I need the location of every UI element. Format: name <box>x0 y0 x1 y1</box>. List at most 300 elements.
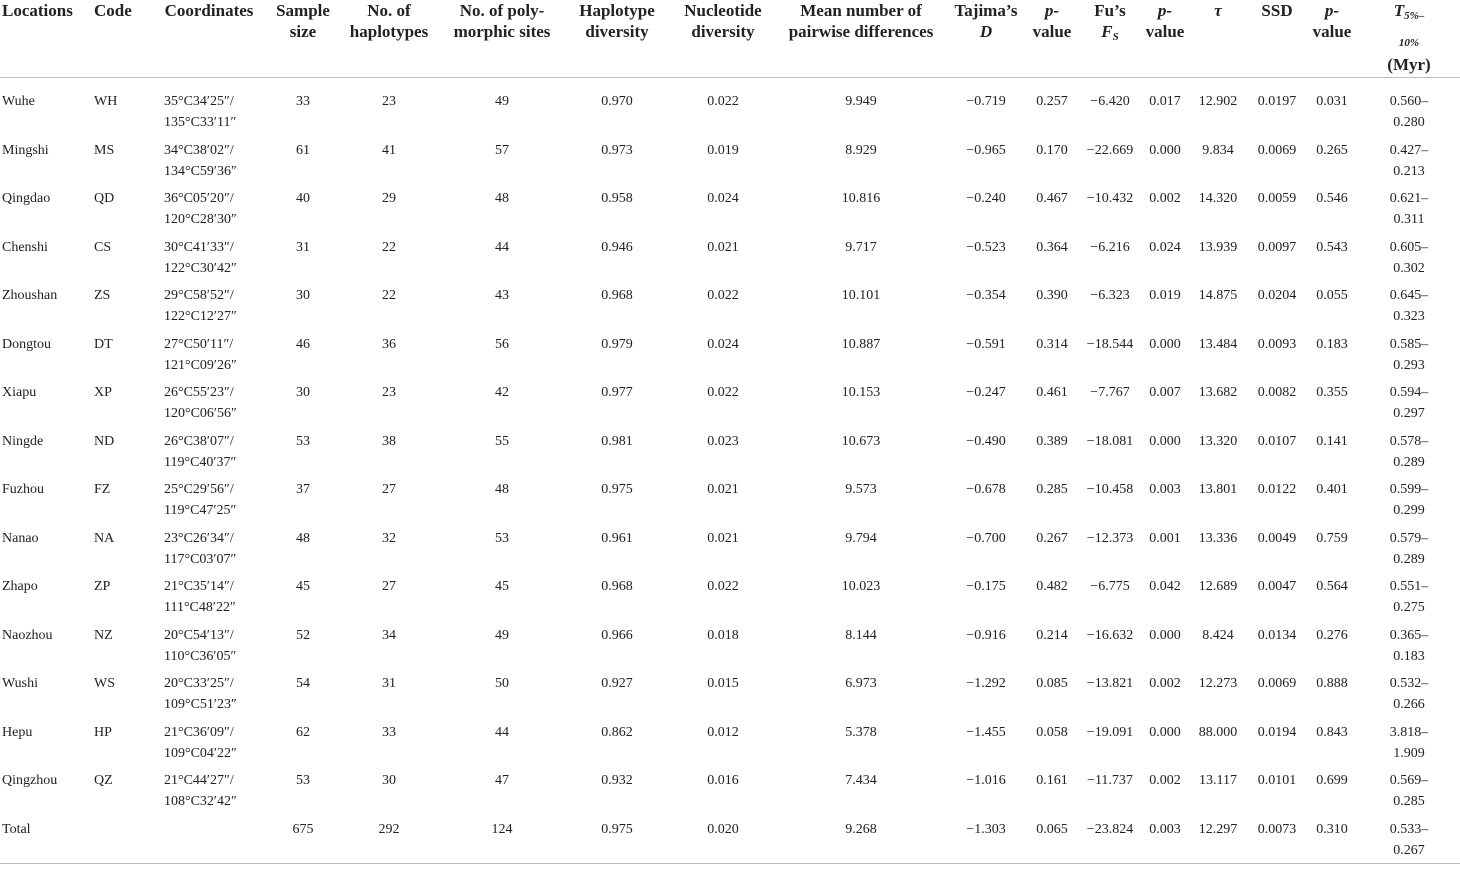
cell-sample-size: 33 <box>296 94 310 109</box>
cell-fus-fs: −18.544 <box>1086 336 1134 352</box>
cell-polymorphic-sites: 55 <box>495 433 509 449</box>
cell-sample-size: 45 <box>296 579 310 594</box>
cell-tajima-d: −1.016 <box>966 773 1006 788</box>
cell-ssd: 0.0107 <box>1257 433 1297 449</box>
cell-p-value-3: 0.265 <box>1316 142 1348 158</box>
cell-p-value-3: 0.310 <box>1306 819 1358 864</box>
cell-p-value-2: 0.002 <box>1149 773 1181 788</box>
header-p-value-2: p- value <box>1142 0 1188 78</box>
cell-polymorphic-sites: 50 <box>495 676 509 691</box>
header-tau: τ <box>1188 0 1248 78</box>
cell-no-haplotypes: 27 <box>382 482 396 497</box>
cell-sample-size: 62 <box>296 724 310 740</box>
cell-tajima-d: −1.455 <box>966 724 1006 740</box>
cell-mean-pairwise: 10.153 <box>841 385 881 400</box>
cell-p-value-3: 0.183 <box>1316 336 1348 352</box>
cell-code: MS <box>94 142 115 158</box>
cell-coordinates: 21°C44′27″/ 108°C32′42″ <box>164 773 237 809</box>
cell-tau: 13.939 <box>1198 239 1238 255</box>
cell-sample-size: 61 <box>296 142 310 158</box>
cell-mean-pairwise: 9.717 <box>845 239 877 255</box>
cell-tau: 9.834 <box>1202 142 1234 158</box>
cell-p-value-3: 0.564 <box>1316 579 1348 594</box>
cell-p-value-1: 0.058 <box>1036 724 1068 740</box>
cell-code: ZP <box>94 579 111 594</box>
cell-nucleotide-diversity: 0.016 <box>707 773 739 788</box>
header-polymorphic-sites: No. of poly- morphic sites <box>440 0 564 78</box>
cell-coordinates: 21°C36′09″/ 109°C04′22″ <box>164 724 237 761</box>
cell-mean-pairwise: 8.144 <box>845 627 877 643</box>
cell-location: Qingdao <box>2 191 51 206</box>
cell-t-range: 0.551– 0.275 <box>1389 579 1429 615</box>
header-no-haplotypes: No. of haplotypes <box>338 0 440 78</box>
cell-p-value-3: 0.401 <box>1316 482 1348 497</box>
cell-nucleotide-diversity: 0.021 <box>707 239 739 255</box>
cell-p-value-1: 0.390 <box>1036 288 1068 303</box>
cell-p-value-1: 0.214 <box>1036 627 1068 643</box>
cell-polymorphic-sites: 44 <box>495 239 509 255</box>
cell-t-range: 0.605– 0.302 <box>1389 239 1429 276</box>
cell-no-haplotypes: 29 <box>382 191 396 206</box>
cell-location: Dongtou <box>2 336 51 352</box>
cell-fus-fs: −6.216 <box>1090 239 1130 255</box>
cell-mean-pairwise: 5.378 <box>845 724 877 740</box>
cell-haplotype-diversity: 0.975 <box>601 482 633 497</box>
cell-nucleotide-diversity: 0.015 <box>707 676 739 691</box>
cell-p-value-3: 0.699 <box>1316 773 1348 788</box>
cell-tau: 12.902 <box>1198 94 1238 109</box>
header-sample-size: Sample size <box>268 0 338 78</box>
cell-location: Qingzhou <box>2 773 58 788</box>
cell-tajima-d: −0.523 <box>966 239 1006 255</box>
cell-coordinates: 35°C34′25″/ 135°C33′11″ <box>164 94 237 130</box>
cell-mean-pairwise: 10.816 <box>841 191 881 206</box>
cell-tajima-d: −0.490 <box>966 433 1006 449</box>
cell-polymorphic-sites: 49 <box>495 94 509 109</box>
cell-tau: 8.424 <box>1202 627 1234 643</box>
cell-nucleotide-diversity: 0.024 <box>707 336 739 352</box>
cell-ssd: 0.0073 <box>1248 819 1306 864</box>
cell-p-value-1: 0.161 <box>1036 773 1068 788</box>
cell-fus-fs: −16.632 <box>1086 627 1134 643</box>
cell-polymorphic-sites: 48 <box>495 482 509 497</box>
cell-p-value-3: 0.546 <box>1316 191 1348 206</box>
header-t-range: $T_{5\%-}$ $_{10\%}$ (Myr) <box>1358 0 1460 78</box>
cell-code: WH <box>94 94 118 109</box>
cell-haplotype-diversity: 0.946 <box>601 239 633 255</box>
cell-sample-size: 53 <box>296 433 310 449</box>
cell-polymorphic-sites: 124 <box>440 819 564 864</box>
cell-mean-pairwise: 10.023 <box>841 579 881 594</box>
cell-p-value-1: 0.170 <box>1036 142 1068 158</box>
cell-sample-size: 40 <box>296 191 310 206</box>
cell-p-value-2: 0.000 <box>1149 336 1181 352</box>
table-row <box>0 140 1460 189</box>
cell-p-value-3: 0.055 <box>1316 288 1348 303</box>
cell-tau: 14.875 <box>1198 288 1238 303</box>
cell-haplotype-diversity: 0.958 <box>601 191 633 206</box>
cell-t-range: 3.818– 1.909 <box>1389 724 1429 761</box>
cell-haplotype-diversity: 0.981 <box>601 433 633 449</box>
cell-tau: 13.336 <box>1198 530 1238 546</box>
cell-haplotype-diversity: 0.975 <box>564 819 670 864</box>
table-row <box>0 285 1460 334</box>
cell-tajima-d: −0.240 <box>966 191 1006 206</box>
cell-coordinates: 29°C58′52″/ 122°C12′27″ <box>164 288 237 324</box>
cell-mean-pairwise: 10.673 <box>841 433 881 449</box>
cell-nucleotide-diversity: 0.022 <box>707 385 739 400</box>
cell-p-value-2: 0.002 <box>1149 191 1181 206</box>
cell-nucleotide-diversity: 0.023 <box>707 433 739 449</box>
cell-tajima-d: −0.354 <box>966 288 1006 303</box>
cell-polymorphic-sites: 53 <box>495 530 509 546</box>
cell-polymorphic-sites: 45 <box>495 579 509 594</box>
cell-fus-fs: −12.373 <box>1086 530 1134 546</box>
cell-fus-fs: −6.323 <box>1090 288 1130 303</box>
cell-nucleotide-diversity: 0.019 <box>707 142 739 158</box>
header-p-value-3: p- value <box>1306 0 1358 78</box>
cell-tau: 12.689 <box>1198 579 1238 594</box>
cell-tau: 13.682 <box>1198 385 1238 400</box>
cell-p-value-2: 0.019 <box>1149 288 1181 303</box>
cell-fus-fs: −19.091 <box>1086 724 1134 740</box>
cell-coordinates: 30°C41′33″/ 122°C30′42″ <box>164 239 237 276</box>
cell-no-haplotypes: 41 <box>382 142 396 158</box>
cell-code: NZ <box>94 627 113 643</box>
table-row <box>0 479 1460 528</box>
cell-haplotype-diversity: 0.961 <box>601 530 633 546</box>
cell-code: HP <box>94 724 112 740</box>
cell-sample-size: 53 <box>296 773 310 788</box>
cell-t-range: 0.569– 0.285 <box>1389 773 1429 809</box>
table-row <box>0 237 1460 286</box>
cell-no-haplotypes: 34 <box>382 627 396 643</box>
cell-haplotype-diversity: 0.970 <box>601 94 633 109</box>
cell-sample-size: 30 <box>296 288 310 303</box>
cell-sample-size: 30 <box>296 385 310 400</box>
cell-coordinates: 26°C55′23″/ 120°C06′56″ <box>164 385 237 421</box>
cell-tajima-d: −0.247 <box>966 385 1006 400</box>
cell-haplotype-diversity: 0.979 <box>601 336 633 352</box>
cell-polymorphic-sites: 43 <box>495 288 509 303</box>
cell-fus-fs: −6.775 <box>1090 579 1130 594</box>
cell-t-range: 0.594– 0.297 <box>1389 385 1429 421</box>
cell-tajima-d: −1.292 <box>966 676 1006 691</box>
cell-mean-pairwise: 10.887 <box>841 336 881 352</box>
cell-ssd: 0.0134 <box>1257 627 1297 643</box>
cell-tajima-d: −0.916 <box>966 627 1006 643</box>
cell-fus-fs: −6.420 <box>1090 94 1130 109</box>
cell-polymorphic-sites: 48 <box>495 191 509 206</box>
cell-ssd: 0.0069 <box>1257 142 1297 158</box>
cell-tau: 88.000 <box>1198 724 1238 740</box>
table-row <box>0 576 1460 625</box>
cell-p-value-3: 0.355 <box>1316 385 1348 400</box>
cell-tau: 13.320 <box>1198 433 1238 449</box>
cell-p-value-2: 0.000 <box>1149 142 1181 158</box>
cell-location: Mingshi <box>2 142 49 158</box>
header-row <box>0 0 1460 78</box>
cell-no-haplotypes: 22 <box>382 288 396 303</box>
cell-p-value-2: 0.001 <box>1149 530 1181 546</box>
cell-tau: 13.117 <box>1199 773 1237 788</box>
cell-p-value-2: 0.002 <box>1149 676 1181 691</box>
cell-no-haplotypes: 23 <box>382 94 396 109</box>
cell-fus-fs: −22.669 <box>1086 142 1134 158</box>
cell-nucleotide-diversity: 0.024 <box>707 191 739 206</box>
header-nucleotide-diversity: Nucleotide diversity <box>670 0 776 78</box>
cell-sample-size: 48 <box>296 530 310 546</box>
cell-no-haplotypes: 23 <box>382 385 396 400</box>
cell-haplotype-diversity: 0.966 <box>601 627 633 643</box>
cell-p-value-1: 0.065 <box>1026 819 1078 864</box>
cell-location: Zhapo <box>2 579 38 594</box>
cell-p-value-2: 0.042 <box>1149 579 1181 594</box>
table-row <box>0 770 1460 819</box>
cell-code: ND <box>94 433 115 449</box>
cell-no-haplotypes: 30 <box>382 773 396 788</box>
table-row <box>0 78 1460 140</box>
cell-fus-fs: −23.824 <box>1078 819 1142 864</box>
cell-tajima-d: −0.965 <box>966 142 1006 158</box>
cell-mean-pairwise: 9.794 <box>845 530 877 546</box>
cell-t-range: 0.533– 0.267 <box>1358 819 1460 864</box>
cell-p-value-1: 0.267 <box>1036 530 1068 546</box>
cell-tajima-d: −1.303 <box>946 819 1026 864</box>
cell-nucleotide-diversity: 0.021 <box>707 530 739 546</box>
cell-no-haplotypes: 36 <box>382 336 396 352</box>
table-row <box>0 188 1460 237</box>
header-fus-fs: Fu’s $F_S$ <box>1078 0 1142 78</box>
cell-tajima-d: −0.700 <box>966 530 1006 546</box>
cell-ssd: 0.0059 <box>1257 191 1297 206</box>
cell-ssd: 0.0122 <box>1257 482 1297 497</box>
cell-p-value-3: 0.141 <box>1316 433 1348 449</box>
header-p-value-1: p- value <box>1026 0 1078 78</box>
cell-polymorphic-sites: 47 <box>495 773 509 788</box>
cell-no-haplotypes: 27 <box>382 579 396 594</box>
cell-p-value-2: 0.000 <box>1149 627 1181 643</box>
cell-location: Wuhe <box>2 94 35 109</box>
cell-polymorphic-sites: 49 <box>495 627 509 643</box>
cell-code: QZ <box>94 773 113 788</box>
cell-coordinates: 20°C54′13″/ 110°C36′05″ <box>164 627 237 664</box>
cell-tajima-d: −0.678 <box>966 482 1006 497</box>
table-row <box>0 819 1460 864</box>
cell-mean-pairwise: 8.929 <box>845 142 877 158</box>
cell-haplotype-diversity: 0.932 <box>601 773 633 788</box>
cell-fus-fs: −7.767 <box>1090 385 1130 400</box>
cell-ssd: 0.0093 <box>1257 336 1297 352</box>
cell-p-value-2: 0.003 <box>1149 482 1181 497</box>
cell-p-value-1: 0.482 <box>1036 579 1068 594</box>
cell-sample-size: 675 <box>268 819 338 864</box>
cell-tajima-d: −0.175 <box>966 579 1006 594</box>
cell-ssd: 0.0082 <box>1257 385 1297 400</box>
cell-location: Fuzhou <box>2 482 44 497</box>
cell-sample-size: 54 <box>296 676 310 691</box>
cell-coordinates: 25°C29′56″/ 119°C47′25″ <box>164 482 237 518</box>
cell-mean-pairwise: 7.434 <box>845 773 877 788</box>
cell-code: DT <box>94 336 113 352</box>
cell-ssd: 0.0204 <box>1257 288 1297 303</box>
cell-fus-fs: −10.458 <box>1086 482 1134 497</box>
cell-t-range: 0.427– 0.213 <box>1389 142 1429 179</box>
cell-p-value-3: 0.276 <box>1316 627 1348 643</box>
cell-p-value-3: 0.888 <box>1316 676 1348 691</box>
cell-t-range: 0.621– 0.311 <box>1389 191 1429 227</box>
cell-tajima-d: −0.591 <box>966 336 1006 352</box>
cell-p-value-3: 0.843 <box>1316 724 1348 740</box>
cell-haplotype-diversity: 0.862 <box>601 724 633 740</box>
cell-coordinates: 36°C05′20″/ 120°C28′30″ <box>164 191 237 227</box>
cell-nucleotide-diversity: 0.021 <box>707 482 739 497</box>
cell-sample-size: 31 <box>296 239 310 255</box>
cell-code: QD <box>94 191 115 206</box>
cell-ssd: 0.0047 <box>1257 579 1297 594</box>
table-row <box>0 528 1460 577</box>
cell-coordinates: 26°C38′07″/ 119°C40′37″ <box>164 433 237 470</box>
cell-t-range: 0.645– 0.323 <box>1389 288 1429 324</box>
cell-t-range: 0.599– 0.299 <box>1389 482 1429 518</box>
table-row <box>0 382 1460 431</box>
cell-p-value-2: 0.000 <box>1149 433 1181 449</box>
table-row <box>0 673 1460 722</box>
cell-haplotype-diversity: 0.968 <box>601 288 633 303</box>
cell-p-value-2: 0.003 <box>1142 819 1188 864</box>
cell-location: Total <box>0 819 92 864</box>
cell-no-haplotypes: 33 <box>382 724 396 740</box>
cell-fus-fs: −10.432 <box>1086 191 1134 206</box>
cell-location: Wushi <box>2 676 38 691</box>
cell-location: Xiapu <box>2 385 37 400</box>
cell-location: Hepu <box>2 724 33 740</box>
cell-code: CS <box>94 239 112 255</box>
table-row <box>0 722 1460 771</box>
cell-code <box>92 819 150 864</box>
table-row <box>0 431 1460 480</box>
cell-tau: 12.297 <box>1188 819 1248 864</box>
cell-p-value-3: 0.759 <box>1316 530 1348 546</box>
cell-location: Nanao <box>2 530 39 546</box>
cell-mean-pairwise: 9.949 <box>845 94 877 109</box>
cell-no-haplotypes: 38 <box>382 433 396 449</box>
table-row <box>0 625 1460 674</box>
cell-p-value-1: 0.461 <box>1036 385 1068 400</box>
cell-t-range: 0.578– 0.289 <box>1389 433 1429 470</box>
cell-coordinates: 20°C33′25″/ 109°C51′23″ <box>164 676 237 712</box>
cell-nucleotide-diversity: 0.022 <box>707 579 739 594</box>
cell-location: Naozhou <box>2 627 53 643</box>
cell-tau: 13.801 <box>1198 482 1238 497</box>
cell-t-range: 0.365– 0.183 <box>1389 627 1429 664</box>
header-locations: Locations <box>0 0 92 78</box>
cell-t-range: 0.560– 0.280 <box>1389 94 1429 130</box>
cell-no-haplotypes: 292 <box>338 819 440 864</box>
cell-polymorphic-sites: 44 <box>495 724 509 740</box>
cell-p-value-2: 0.000 <box>1149 724 1181 740</box>
header-mean-pairwise: Mean number of pairwise differences <box>776 0 946 78</box>
cell-polymorphic-sites: 56 <box>495 336 509 352</box>
cell-nucleotide-diversity: 0.018 <box>707 627 739 643</box>
cell-haplotype-diversity: 0.977 <box>601 385 633 400</box>
header-tajima-d: Tajima’s D <box>946 0 1026 78</box>
cell-ssd: 0.0197 <box>1257 94 1297 109</box>
cell-ssd: 0.0097 <box>1257 239 1297 255</box>
cell-haplotype-diversity: 0.927 <box>601 676 633 691</box>
cell-nucleotide-diversity: 0.022 <box>707 288 739 303</box>
cell-code: XP <box>94 385 112 400</box>
cell-tajima-d: −0.719 <box>966 94 1006 109</box>
cell-nucleotide-diversity: 0.012 <box>707 724 739 740</box>
cell-ssd: 0.0194 <box>1257 724 1297 740</box>
cell-mean-pairwise: 6.973 <box>845 676 877 691</box>
cell-code: WS <box>94 676 115 691</box>
cell-location: Chenshi <box>2 239 48 255</box>
cell-fus-fs: −11.737 <box>1087 773 1133 788</box>
cell-no-haplotypes: 22 <box>382 239 396 255</box>
header-code: Code <box>92 0 150 78</box>
cell-code: ZS <box>94 288 111 303</box>
cell-location: Ningde <box>2 433 44 449</box>
cell-p-value-3: 0.543 <box>1316 239 1348 255</box>
cell-p-value-1: 0.285 <box>1036 482 1068 497</box>
cell-tau: 14.320 <box>1198 191 1238 206</box>
cell-p-value-3: 0.031 <box>1316 94 1348 109</box>
cell-p-value-1: 0.389 <box>1036 433 1068 449</box>
cell-p-value-1: 0.257 <box>1036 94 1068 109</box>
cell-coordinates: 21°C35′14″/ 111°C48′22″ <box>164 579 236 615</box>
cell-sample-size: 52 <box>296 627 310 643</box>
cell-sample-size: 46 <box>296 336 310 352</box>
cell-location: Zhoushan <box>2 288 58 303</box>
cell-p-value-1: 0.467 <box>1036 191 1068 206</box>
cell-p-value-1: 0.364 <box>1036 239 1068 255</box>
cell-t-range: 0.585– 0.293 <box>1389 336 1429 373</box>
cell-tau: 13.484 <box>1198 336 1238 352</box>
cell-p-value-2: 0.024 <box>1149 239 1181 255</box>
cell-code: FZ <box>94 482 111 497</box>
cell-sample-size: 37 <box>296 482 310 497</box>
cell-ssd: 0.0069 <box>1257 676 1297 691</box>
cell-mean-pairwise: 10.101 <box>841 288 881 303</box>
header-haplotype-diversity: Haplotype diversity <box>564 0 670 78</box>
cell-fus-fs: −18.081 <box>1086 433 1134 449</box>
cell-p-value-2: 0.007 <box>1149 385 1181 400</box>
cell-coordinates: 34°C38′02″/ 134°C59′36″ <box>164 142 237 179</box>
cell-p-value-2: 0.017 <box>1149 94 1181 109</box>
cell-mean-pairwise: 9.268 <box>776 819 946 864</box>
cell-fus-fs: −13.821 <box>1086 676 1134 691</box>
cell-haplotype-diversity: 0.973 <box>601 142 633 158</box>
header-coordinates: Coordinates <box>150 0 268 78</box>
cell-no-haplotypes: 31 <box>382 676 396 691</box>
cell-polymorphic-sites: 42 <box>495 385 509 400</box>
cell-polymorphic-sites: 57 <box>495 142 509 158</box>
cell-ssd: 0.0049 <box>1257 530 1297 546</box>
cell-coordinates: 27°C50′11″/ 121°C09′26″ <box>164 336 237 373</box>
table-row <box>0 334 1460 383</box>
cell-p-value-1: 0.314 <box>1036 336 1068 352</box>
cell-t-range: 0.579– 0.289 <box>1389 530 1429 567</box>
cell-ssd: 0.0101 <box>1257 773 1297 788</box>
cell-tau: 12.273 <box>1198 676 1238 691</box>
cell-p-value-1: 0.085 <box>1036 676 1068 691</box>
cell-no-haplotypes: 32 <box>382 530 396 546</box>
cell-code: NA <box>94 530 115 546</box>
cell-coordinates: 23°C26′34″/ 117°C03′07″ <box>164 530 237 567</box>
cell-coordinates <box>150 819 268 864</box>
